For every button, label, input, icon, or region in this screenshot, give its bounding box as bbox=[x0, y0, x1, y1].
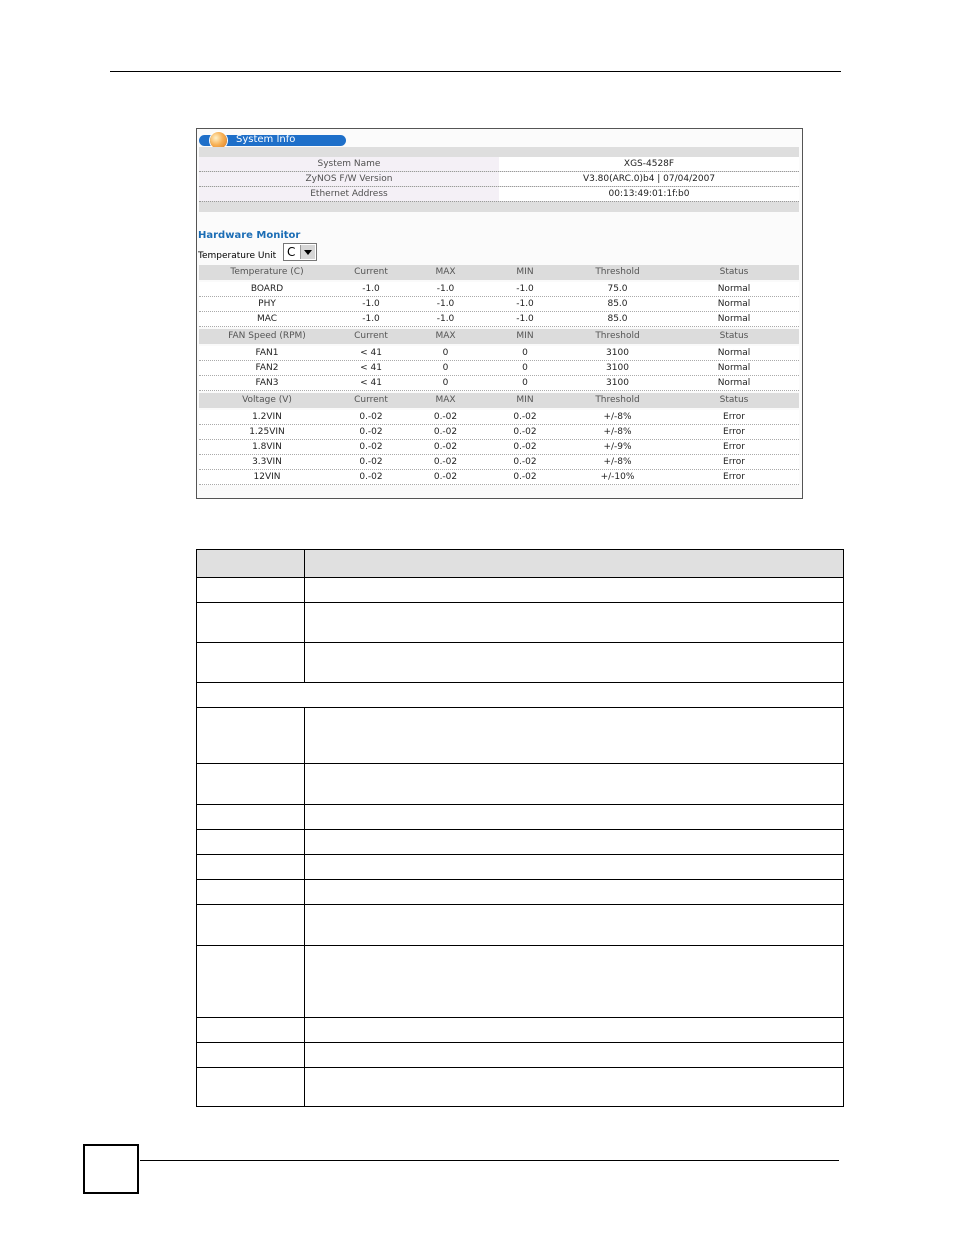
table-cell: < 41 bbox=[360, 363, 382, 373]
table-cell: 1.8VIN bbox=[252, 442, 282, 452]
hardware-monitor-table bbox=[199, 265, 799, 491]
table-cell: Normal bbox=[717, 299, 751, 309]
temperature-unit-value: C bbox=[287, 245, 296, 259]
table-cell: -1.0 bbox=[362, 299, 380, 309]
table-cell: +/-8% bbox=[603, 427, 632, 437]
table-cell: -1.0 bbox=[516, 299, 534, 309]
header-cell: MAX bbox=[435, 395, 456, 405]
description-row bbox=[197, 854, 843, 879]
info-value: XGS-4528F bbox=[499, 157, 799, 171]
table-row bbox=[199, 282, 799, 297]
table-row bbox=[199, 346, 799, 361]
table-row bbox=[199, 440, 799, 455]
table-cell: Normal bbox=[717, 348, 751, 358]
table-row bbox=[199, 470, 799, 485]
table-cell: +/-10% bbox=[600, 472, 635, 482]
table-cell: Normal bbox=[717, 284, 751, 294]
table-cell: 1.2VIN bbox=[252, 412, 282, 422]
header-cell: MAX bbox=[435, 267, 456, 277]
info-label: Ethernet Address bbox=[199, 187, 499, 201]
table-cell: 0.-02 bbox=[513, 472, 537, 482]
header-cell: Threshold bbox=[595, 395, 640, 405]
table-cell: 0.-02 bbox=[513, 457, 537, 467]
table-cell: -1.0 bbox=[516, 314, 534, 324]
info-value: V3.80(ARC.0)b4 | 07/04/2007 bbox=[499, 172, 799, 186]
table-cell: -1.0 bbox=[436, 299, 455, 309]
description-row bbox=[197, 904, 843, 945]
table-cell: 0.-02 bbox=[359, 457, 383, 467]
table-cell: -1.0 bbox=[362, 314, 380, 324]
info-row-ethernet bbox=[199, 187, 799, 202]
table-cell: Normal bbox=[717, 363, 751, 373]
table-cell: MAC bbox=[256, 314, 278, 324]
temperature-unit-select[interactable] bbox=[283, 243, 317, 261]
table-cell: 0 bbox=[442, 378, 449, 388]
description-row bbox=[197, 1042, 843, 1067]
table-cell: 0.-02 bbox=[513, 427, 537, 437]
info-row-system-name bbox=[199, 157, 799, 172]
info-value: 00:13:49:01:1f:b0 bbox=[499, 187, 799, 201]
table-cell: 0 bbox=[442, 348, 449, 358]
table-cell: 0 bbox=[522, 348, 528, 358]
temperature-header-row bbox=[199, 265, 799, 280]
table-cell: 0.-02 bbox=[433, 442, 458, 452]
header-cell: Current bbox=[354, 395, 388, 405]
table-cell: +/-8% bbox=[603, 412, 632, 422]
header-cell: Voltage (V) bbox=[242, 395, 292, 405]
table-row bbox=[199, 410, 799, 425]
description-row bbox=[197, 577, 843, 602]
info-label: System Name bbox=[199, 157, 499, 171]
system-info-table bbox=[199, 147, 799, 212]
description-row bbox=[197, 945, 843, 1017]
table-cell: < 41 bbox=[360, 378, 382, 388]
info-row-firmware bbox=[199, 172, 799, 187]
description-row bbox=[197, 1067, 843, 1107]
table-row bbox=[199, 312, 799, 327]
header-cell: Threshold bbox=[595, 267, 640, 277]
table-cell: FAN2 bbox=[255, 363, 279, 373]
table-cell: 0.-02 bbox=[513, 412, 537, 422]
header-cell: Current bbox=[354, 331, 388, 341]
header-rule bbox=[110, 71, 841, 72]
table-cell: -1.0 bbox=[362, 284, 380, 294]
table-cell: 0.-02 bbox=[513, 442, 537, 452]
table-cell: FAN1 bbox=[255, 348, 279, 358]
header-cell: Threshold bbox=[595, 331, 640, 341]
table-cell: 0.-02 bbox=[359, 442, 383, 452]
description-row bbox=[197, 1017, 843, 1042]
table-cell: BOARD bbox=[250, 284, 284, 294]
description-row bbox=[197, 879, 843, 904]
hardware-monitor-title: Hardware Monitor bbox=[198, 230, 301, 241]
table-cell: Error bbox=[723, 412, 745, 422]
table-cell: 0.-02 bbox=[359, 412, 383, 422]
table-cell: 0 bbox=[522, 363, 528, 373]
table-cell: PHY bbox=[258, 299, 276, 309]
table-cell: +/-8% bbox=[603, 457, 632, 467]
description-section-row bbox=[197, 682, 843, 707]
table-cell: 3100 bbox=[606, 363, 629, 373]
description-row bbox=[197, 829, 843, 854]
page-number-box bbox=[83, 1144, 139, 1194]
description-row bbox=[197, 804, 843, 829]
table-cell: 0.-02 bbox=[433, 457, 458, 467]
header-cell: MIN bbox=[516, 395, 534, 405]
header-cell: Status bbox=[719, 331, 749, 341]
table-cell: 0.-02 bbox=[433, 472, 458, 482]
description-table bbox=[196, 549, 844, 1107]
table-cell: 0 bbox=[522, 378, 528, 388]
table-cell: 0.-02 bbox=[359, 472, 383, 482]
fan-header-row bbox=[199, 329, 799, 344]
table-cell: 75.0 bbox=[607, 284, 628, 294]
table-cell: < 41 bbox=[360, 348, 382, 358]
table-cell: 85.0 bbox=[607, 299, 628, 309]
temperature-unit-label: Temperature Unit bbox=[198, 251, 277, 261]
info-label: ZyNOS F/W Version bbox=[199, 172, 499, 186]
header-cell: Current bbox=[354, 267, 388, 277]
table-cell: 1.25VIN bbox=[249, 427, 285, 437]
description-row bbox=[197, 763, 843, 804]
description-row bbox=[197, 707, 843, 763]
header-cell: FAN Speed (RPM) bbox=[228, 331, 306, 341]
header-cell: MIN bbox=[516, 331, 534, 341]
system-info-title: System Info bbox=[236, 134, 296, 145]
table-cell: Error bbox=[723, 427, 745, 437]
table-row bbox=[199, 297, 799, 312]
table-row bbox=[199, 455, 799, 470]
table-cell: Normal bbox=[717, 378, 751, 388]
header-cell: Status bbox=[719, 267, 749, 277]
table-cell: Error bbox=[723, 442, 745, 452]
table-cell: 0 bbox=[442, 363, 449, 373]
header-cell: Temperature (C) bbox=[230, 267, 304, 277]
header-cell: MAX bbox=[435, 331, 456, 341]
table-cell: 0.-02 bbox=[433, 412, 458, 422]
footer-rule bbox=[140, 1160, 839, 1161]
voltage-header-row bbox=[199, 393, 799, 408]
table-cell: -1.0 bbox=[436, 314, 455, 324]
table-cell: -1.0 bbox=[436, 284, 455, 294]
table-cell: Error bbox=[723, 457, 745, 467]
description-row bbox=[197, 602, 843, 642]
table-cell: 0.-02 bbox=[433, 427, 458, 437]
table-cell: 3.3VIN bbox=[252, 457, 282, 467]
table-row bbox=[199, 376, 799, 391]
table-cell: +/-9% bbox=[603, 442, 632, 452]
header-cell: MIN bbox=[516, 267, 534, 277]
chevron-down-icon[interactable] bbox=[300, 245, 315, 259]
table-cell: FAN3 bbox=[255, 378, 279, 388]
system-info-screenshot bbox=[196, 128, 803, 499]
description-header-row bbox=[197, 550, 843, 577]
table-cell: 3100 bbox=[606, 378, 629, 388]
table-cell: Normal bbox=[717, 314, 751, 324]
table-row bbox=[199, 361, 799, 376]
table-cell: -1.0 bbox=[516, 284, 534, 294]
header-cell: Status bbox=[719, 395, 749, 405]
table-cell: 12VIN bbox=[253, 472, 281, 482]
description-row bbox=[197, 642, 843, 682]
table-row bbox=[199, 425, 799, 440]
table-cell: Error bbox=[723, 472, 745, 482]
table-cell: 0.-02 bbox=[359, 427, 383, 437]
table-cell: 3100 bbox=[606, 348, 629, 358]
table-cell: 85.0 bbox=[607, 314, 628, 324]
